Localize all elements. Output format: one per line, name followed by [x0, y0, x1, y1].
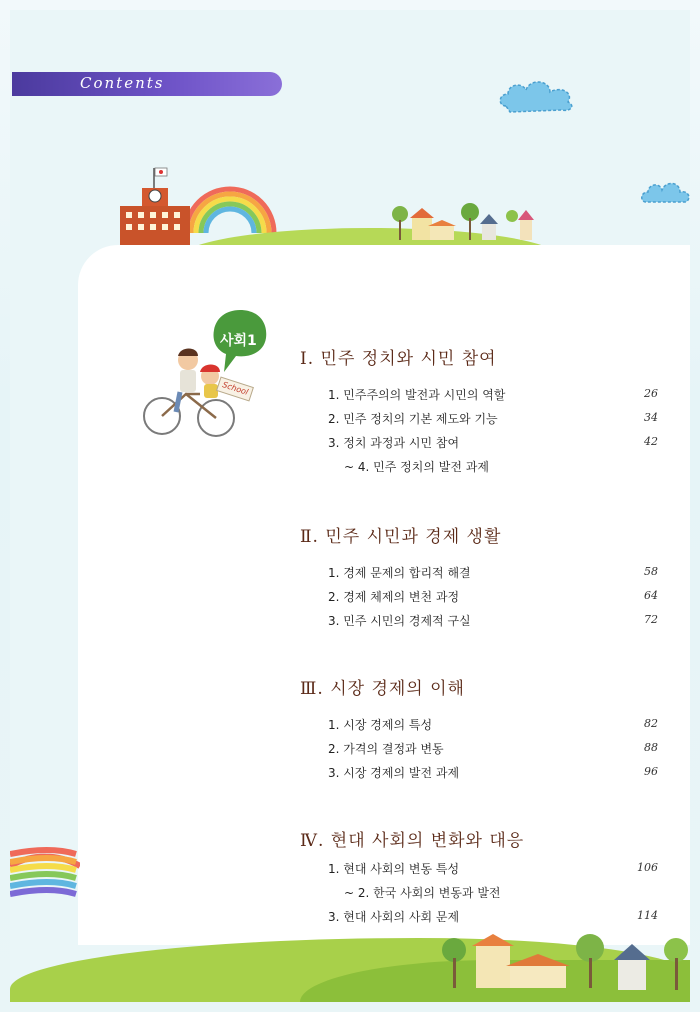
toc-item-page: 34	[644, 411, 658, 424]
school-sign-text: School	[221, 380, 250, 397]
toc-item[interactable]	[300, 454, 670, 478]
toc-item[interactable]	[300, 406, 670, 430]
toc-item[interactable]	[300, 584, 670, 608]
speech-bubble-text: 사회1	[220, 333, 257, 349]
toc-item-page: 96	[644, 765, 658, 778]
toc-item-label: 1. 경제 문제의 합리적 해결	[328, 565, 471, 580]
toc-item[interactable]	[300, 760, 670, 784]
cloud-icon	[496, 74, 580, 116]
toc-item[interactable]	[300, 904, 670, 928]
toc-item-page: 72	[644, 613, 658, 626]
toc-item-label: ~ 4. 민주 정치의 발전 과제	[344, 459, 489, 474]
toc-item-label: 1. 민주주의의 발전과 시민의 역할	[328, 387, 506, 402]
toc-item[interactable]	[300, 712, 670, 736]
toc-item-label: 2. 가격의 결정과 변동	[328, 741, 444, 756]
toc-item-page: 88	[644, 741, 658, 754]
toc-item-label: 3. 현대 사회의 사회 문제	[328, 909, 460, 924]
section-2	[300, 522, 670, 632]
cloud-icon	[640, 178, 692, 208]
toc-item-page: 114	[637, 909, 658, 922]
contents-title: Contents	[80, 74, 165, 92]
section-4	[300, 826, 670, 928]
toc-item-label: 2. 민주 정치의 기본 제도와 기능	[328, 411, 498, 426]
toc-item[interactable]	[300, 430, 670, 454]
village-houses-icon	[440, 930, 690, 1002]
toc-item-page: 82	[644, 717, 658, 730]
toc-item-label: 3. 정치 과정과 시민 참여	[328, 435, 460, 450]
toc-item-label: 3. 시장 경제의 발전 과제	[328, 765, 460, 780]
toc-item[interactable]	[300, 856, 670, 880]
toc-item-label: 2. 경제 체제의 변천 과정	[328, 589, 460, 604]
section-title: Ⅳ. 현대 사회의 변화와 대응	[300, 831, 525, 851]
section-title: Ⅲ. 시장 경제의 이해	[300, 679, 465, 699]
toc-item-label: 3. 민주 시민의 경제적 구실	[328, 613, 471, 628]
section-title: Ⅰ. 민주 정치와 시민 참여	[300, 349, 497, 369]
toc-item-label: 1. 시장 경제의 특성	[328, 717, 433, 732]
toc-item[interactable]	[300, 608, 670, 632]
toc-item[interactable]	[300, 382, 670, 406]
section-3	[300, 674, 670, 784]
toc-item-page: 106	[637, 861, 658, 874]
village-houses-icon	[390, 198, 540, 246]
school-building-icon	[118, 166, 192, 248]
toc-item-label: 1. 현대 사회의 변동 특성	[328, 861, 460, 876]
toc-item[interactable]	[300, 880, 670, 904]
rainbow-icon	[10, 846, 80, 946]
toc-item-page: 26	[644, 387, 658, 400]
toc-item[interactable]	[300, 560, 670, 584]
toc-item[interactable]	[300, 736, 670, 760]
section-title: Ⅱ. 민주 시민과 경제 생활	[300, 527, 502, 547]
toc-item-page: 64	[644, 589, 658, 602]
toc-item-page: 58	[644, 565, 658, 578]
rainbow-icon	[180, 178, 280, 233]
toc-item-page: 42	[644, 435, 658, 448]
section-1	[300, 344, 670, 478]
toc-item-label: ~ 2. 한국 사회의 변동과 발전	[344, 885, 501, 900]
